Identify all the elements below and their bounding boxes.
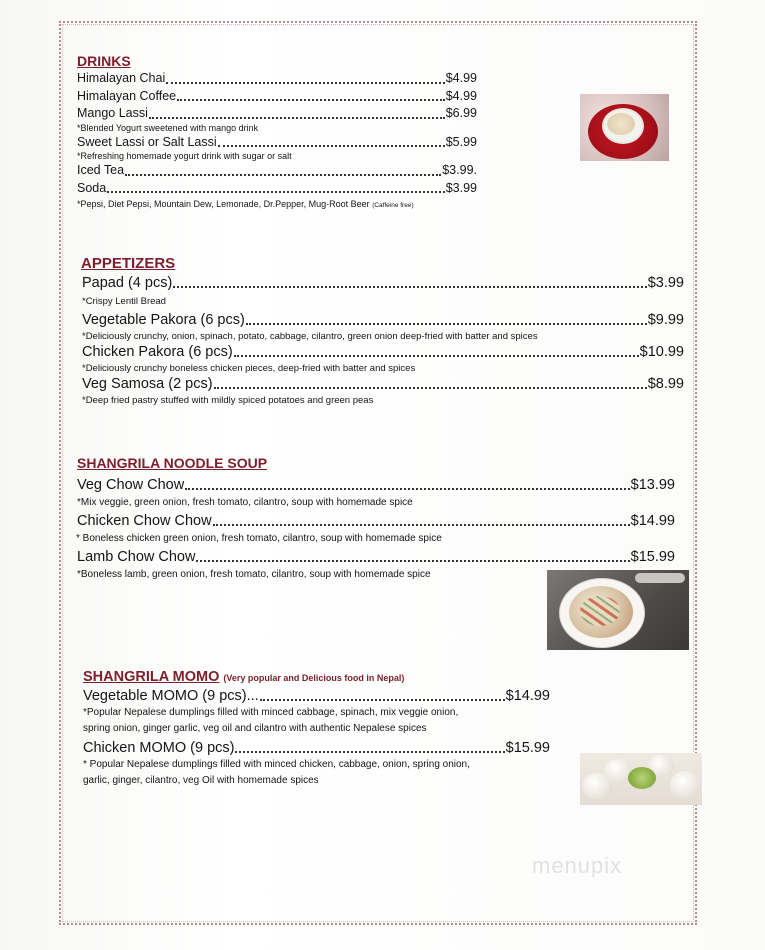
menu-item <box>77 105 477 123</box>
tag-shape <box>635 573 685 583</box>
item-name: Veg Samosa (2 pcs) <box>82 376 213 392</box>
menu-item <box>82 312 684 329</box>
dot-leader <box>177 99 445 101</box>
dot-leader <box>196 560 629 562</box>
item-description: *Boneless lamb, green onion, fresh tomato, cilantro, soup with homemade spice <box>77 569 431 580</box>
item-description: *Crispy Lentil Bread <box>82 296 166 307</box>
menu-item <box>77 512 675 530</box>
item-name: Vegetable Pakora (6 pcs) <box>82 312 245 328</box>
item-name: Himalayan Coffee <box>77 88 177 103</box>
sauce-shape <box>628 767 656 789</box>
menu-item <box>77 70 477 88</box>
item-name: Chicken MOMO (9 pcs) <box>83 740 235 756</box>
appetizers-section <box>82 255 684 408</box>
menu-item <box>82 376 684 393</box>
item-description: *Deliciously crunchy boneless chicken pieces, deep-fried with batter and spices <box>82 363 416 374</box>
item-price: $6.99 <box>445 106 477 120</box>
menu-item <box>77 162 477 180</box>
soda-note-text: *Pepsi, Diet Pepsi, Mountain Dew, Lemonade, Dr.Pepper, Mug-Root Beer <box>77 199 370 209</box>
dot-leader <box>246 323 647 325</box>
item-name: Chicken Chow Chow <box>77 513 212 529</box>
item-name: Vegetable MOMO (9 pcs)... <box>83 688 259 704</box>
item-price: $4.99 <box>445 71 477 85</box>
item-description: garlic, ginger, cilantro, veg Oil with homemade spices <box>83 775 319 786</box>
item-price: $3.99 <box>647 275 684 291</box>
dot-leader <box>234 355 639 357</box>
drinks-section <box>77 52 477 211</box>
dumpling-shape <box>670 771 700 799</box>
item-name: Lamb Chow Chow <box>77 549 196 565</box>
item-name: Iced Tea <box>77 163 125 177</box>
menu-item <box>77 180 477 198</box>
dot-leader <box>185 488 629 490</box>
item-name: Papad (4 pcs) <box>82 275 173 291</box>
dot-leader <box>107 191 445 193</box>
drinks-title: DRINKS <box>77 53 131 69</box>
item-description: *Refreshing homemade yogurt drink with sugar or salt <box>77 151 292 161</box>
menu-item <box>82 344 684 361</box>
item-name: Chicken Pakora (6 pcs) <box>82 344 233 360</box>
item-price: $14.99 <box>505 688 550 704</box>
momo-section <box>83 668 550 789</box>
chai-photo <box>580 94 669 161</box>
item-name: Veg Chow Chow <box>77 477 185 493</box>
momo-title <box>83 668 550 687</box>
menu-item <box>83 687 550 705</box>
soda-note-small: (Caffeine free) <box>372 202 414 209</box>
item-description: *Blended Yogurt sweetened with mango drink <box>77 122 259 133</box>
menu-item <box>82 275 684 292</box>
item-description: *Mix veggie, green onion, fresh tomato, cilantro, soup with homemade spice <box>77 497 413 508</box>
item-price: $5.99 <box>445 134 477 149</box>
momo-subtitle: (Very popular and Delicious food in Nepal) <box>223 673 405 683</box>
item-description: *Popular Nepalese dumplings filled with minced cabbage, spinach, mix veggie onion, <box>83 707 459 718</box>
item-description: * Boneless chicken green onion, fresh tomato, cilantro, soup with homemade spice <box>76 533 442 544</box>
dot-leader <box>213 524 630 526</box>
menu-item <box>77 134 477 152</box>
dot-leader <box>214 387 647 389</box>
menu-item <box>77 88 477 106</box>
item-name: Soda <box>77 180 107 195</box>
dot-leader <box>235 751 504 753</box>
menu-item <box>77 476 675 494</box>
item-name: Himalayan Chai <box>77 71 166 85</box>
item-price: $13.99 <box>630 477 675 493</box>
item-description: * Popular Nepalese dumplings filled with minced chicken, cabbage, onion, spring onion, <box>83 759 470 770</box>
menu-item <box>83 739 550 757</box>
tea-shape <box>607 113 635 135</box>
item-name: Sweet Lassi or Salt Lassi <box>77 134 217 149</box>
item-price: $4.99 <box>445 88 477 103</box>
item-price: $10.99 <box>639 344 684 360</box>
item-price: $15.99 <box>505 740 550 756</box>
item-price: $15.99 <box>630 549 675 565</box>
dot-leader <box>166 82 444 84</box>
item-price: $3.99 <box>445 180 477 195</box>
item-price: $8.99 <box>647 376 684 392</box>
menupix-watermark: menupix <box>532 853 623 878</box>
dot-leader <box>125 174 441 176</box>
item-description: spring onion, ginger garlic, veg oil and cilantro with authentic Nepalese spices <box>83 723 427 734</box>
item-price: $3.99. <box>442 163 477 177</box>
appetizers-title: APPETIZERS <box>81 255 176 272</box>
momo-photo <box>580 753 702 805</box>
item-description: *Deep fried pastry stuffed with mildly spiced potatoes and green peas <box>82 395 374 406</box>
dot-leader <box>218 145 445 147</box>
dot-leader <box>260 699 505 701</box>
noodles-shape <box>580 596 620 626</box>
noodle-soup-section <box>77 454 675 584</box>
noodle-soup-photo <box>547 570 689 650</box>
item-name: Mango Lassi <box>77 106 148 120</box>
noodle-soup-title: SHANGRILA NOODLE SOUP <box>77 455 268 471</box>
item-price: $14.99 <box>630 513 675 529</box>
menu-item <box>77 548 675 566</box>
soda-note <box>77 199 477 211</box>
item-description: *Deliciously crunchy, onion, spinach, potato, cabbage, cilantro, green onion deep-fried with batter and spices <box>82 331 538 342</box>
momo-title-text: SHANGRILA MOMO <box>83 669 220 685</box>
dot-leader <box>149 117 445 119</box>
item-price: $9.99 <box>647 312 684 328</box>
dot-leader <box>173 286 646 288</box>
